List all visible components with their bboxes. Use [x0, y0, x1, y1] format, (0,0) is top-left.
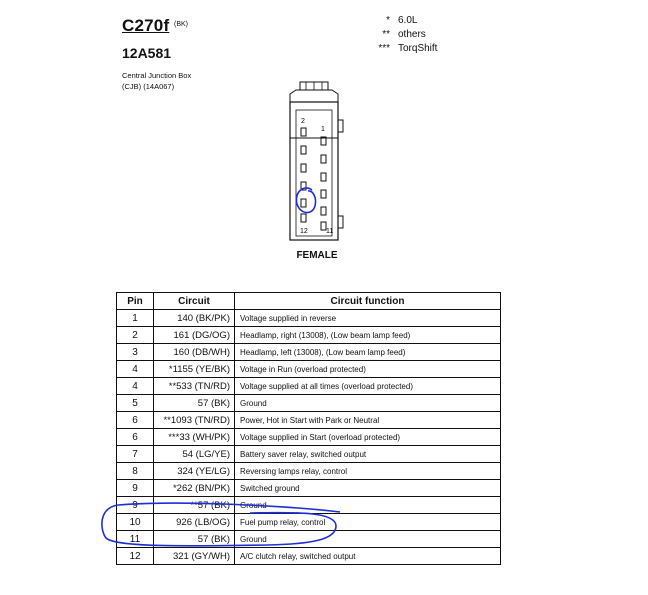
function-cell: Switched ground [235, 480, 501, 497]
connector-diagram [282, 80, 362, 245]
table-row [117, 361, 501, 378]
part-number: 12A581 [122, 45, 172, 61]
function-cell: Voltage supplied in reverse [235, 310, 501, 327]
table-row [117, 480, 501, 497]
connector-cavity [321, 155, 326, 163]
connector-tab-right-lower [338, 216, 343, 228]
connector-label-bottom-left: 12 [300, 228, 308, 235]
circuit-cell: 324 (YE/LG) [154, 463, 235, 480]
function-cell: Battery saver relay, switched output [235, 446, 501, 463]
function-cell: Fuel pump relay, control [235, 514, 501, 531]
connector-tab-right-upper [338, 120, 343, 132]
legend-label: 6.0L [398, 15, 418, 26]
connector-cavity [301, 128, 306, 136]
circuit-cell: 926 (LB/OG) [154, 514, 235, 531]
table-row [117, 378, 501, 395]
pin-cell: 1 [117, 310, 154, 327]
connector-cavity [301, 214, 306, 222]
title-block [122, 16, 192, 91]
table-row [117, 446, 501, 463]
circuit-cell: *1155 (YE/BK) [154, 361, 235, 378]
circuit-cell: 57 (BK) [154, 395, 235, 412]
function-cell: A/C clutch relay, switched output [235, 548, 501, 565]
description-line-2: (CJB) (14A067) [122, 82, 175, 91]
legend-label: others [398, 29, 426, 40]
circuit-cell: **57 (BK) [154, 497, 235, 514]
pin-cell: 11 [117, 531, 154, 548]
circuit-cell: 54 (LG/YE) [154, 446, 235, 463]
function-cell: Voltage supplied at all times (overload protected) [235, 378, 501, 395]
connector-color: (BK) [174, 21, 188, 28]
pin-cell: 8 [117, 463, 154, 480]
pin-cell: 6 [117, 429, 154, 446]
header-pin: Pin [117, 293, 154, 310]
function-cell: Power, Hot in Start with Park or Neutral [235, 412, 501, 429]
circuit-cell: **533 (TN/RD) [154, 378, 235, 395]
connector-gender-label: FEMALE [296, 250, 338, 261]
connector-cavity [321, 173, 326, 181]
circuit-cell: **1093 (TN/RD) [154, 412, 235, 429]
component-description [122, 70, 242, 92]
pin-cell: 9 [117, 480, 154, 497]
table-row [117, 412, 501, 429]
table-row [117, 429, 501, 446]
header-function: Circuit function [235, 293, 501, 310]
pin-cell: 5 [117, 395, 154, 412]
connector-label-bottom-right: 11 [326, 228, 334, 235]
legend-item [370, 28, 437, 42]
function-cell: Headlamp, left (13008), (Low beam lamp feed) [235, 344, 501, 361]
pin-cell: 12 [117, 548, 154, 565]
circuit-cell: 321 (GY/WH) [154, 548, 235, 565]
pin-cell: 6 [117, 412, 154, 429]
connector-body-upper [290, 102, 338, 138]
table-row [117, 310, 501, 327]
function-cell: Ground [235, 395, 501, 412]
connector-cavity [301, 146, 306, 154]
table-row [117, 395, 501, 412]
pin-cell: 4 [117, 378, 154, 395]
table-row [117, 514, 501, 531]
connector-id: C270f [122, 16, 170, 35]
connector-label-top-right: 1 [321, 126, 325, 133]
connector-cavity [301, 199, 306, 207]
header-circuit: Circuit [154, 293, 235, 310]
legend-item [370, 42, 437, 56]
description-line-1: Central Junction Box [122, 71, 192, 80]
connector-label-top-left: 2 [301, 118, 305, 125]
legend [370, 14, 437, 56]
circuit-cell: 161 (DG/OG) [154, 327, 235, 344]
pin-cell: 3 [117, 344, 154, 361]
connector-cavity [301, 164, 306, 172]
legend-mark: * [386, 15, 390, 26]
table-row [117, 463, 501, 480]
function-cell: Ground [235, 497, 501, 514]
connector-cavity [321, 190, 326, 198]
table-row [117, 327, 501, 344]
function-cell: Voltage supplied in Start (overload protected) [235, 429, 501, 446]
legend-item [370, 14, 437, 28]
circuit-cell: 57 (BK) [154, 531, 235, 548]
pin-cell: 7 [117, 446, 154, 463]
connector-body [290, 102, 338, 240]
pin-cell: 9 [117, 497, 154, 514]
function-cell: Voltage in Run (overload protected) [235, 361, 501, 378]
legend-label: TorqShift [398, 43, 438, 54]
circuit-cell: 140 (BK/PK) [154, 310, 235, 327]
pin-cell: 4 [117, 361, 154, 378]
function-cell: Ground [235, 531, 501, 548]
pin-cell: 2 [117, 327, 154, 344]
table-row [117, 548, 501, 565]
circuit-cell: ***33 (WH/PK) [154, 429, 235, 446]
pinout-table [116, 292, 501, 565]
connector-cavity [321, 207, 326, 215]
function-cell: Reversing lamps relay, control [235, 463, 501, 480]
legend-mark: *** [378, 43, 390, 54]
circuit-cell: 160 (DB/WH) [154, 344, 235, 361]
table-row [117, 531, 501, 548]
table-row [117, 344, 501, 361]
table-header-row [117, 293, 501, 310]
circuit-cell: *262 (BN/PK) [154, 480, 235, 497]
function-cell: Headlamp, right (13008), (Low beam lamp feed) [235, 327, 501, 344]
legend-mark: ** [382, 29, 390, 40]
table-row [117, 497, 501, 514]
pin-cell: 10 [117, 514, 154, 531]
